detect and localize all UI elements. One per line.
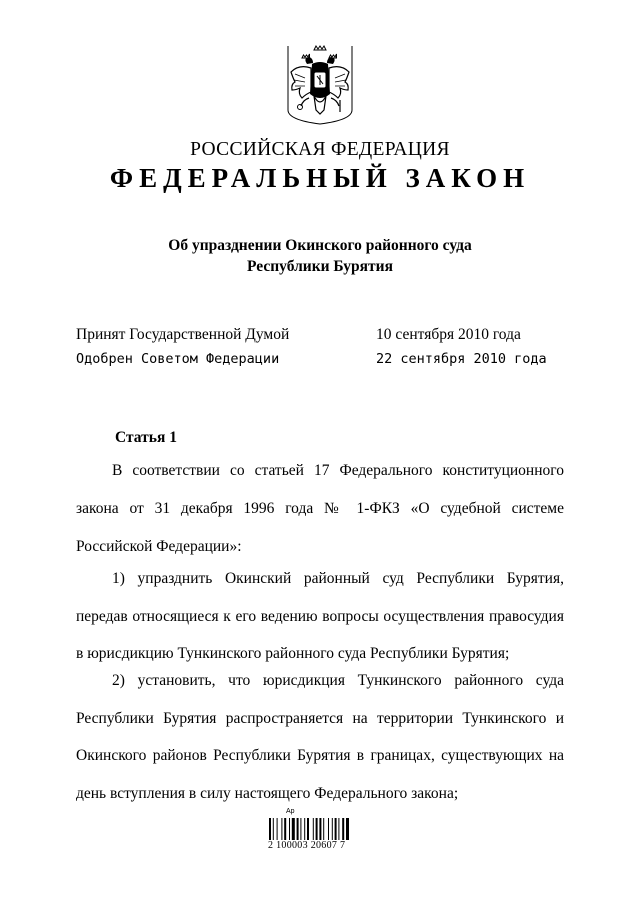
barcode-bar: [332, 818, 333, 840]
barcode-bar: [289, 818, 290, 840]
state-emblem-icon: [285, 44, 355, 126]
article-item: 1) упразднить Окинский районный суд Республики Бурятия, передав относящиеся к его ведению вопросы осуществления правосудия в юрисдикцию Тункинского районного суда Республики Бурятия;: [76, 570, 564, 662]
barcode-number: 2 100003 20607 7: [268, 840, 346, 851]
article-intro-line: закона от 31 декабря 1996 года № 1-ФКЗ «О судебной системе Российской Федерации»:: [76, 500, 564, 555]
law-title: [0, 235, 640, 277]
barcode-bar: [323, 818, 324, 840]
barcode-bar: [335, 818, 337, 840]
barcode-bar: [300, 818, 301, 840]
article-item: 2) установить, что юрисдикция Тункинского районного суда Республики Бурятия распространяется на территории Тункинского и Окинского районов Республики Бурятия в границах, существующих на день вступления в силу настоящего Федерального закона;: [76, 672, 564, 802]
barcode-bar: [313, 818, 314, 840]
barcode-bar: [292, 818, 295, 840]
barcode-bar: [346, 818, 349, 840]
barcode-bar: [269, 818, 271, 840]
barcode-bar: [319, 818, 321, 840]
council-approval-label: Одобрен Советом Федерации: [76, 351, 280, 367]
barcode-bar: [284, 818, 286, 840]
barcode-bar: [273, 818, 274, 840]
law-title-line: Республики Бурятия: [247, 258, 393, 275]
council-approval-date: 22 сентября 2010 года: [376, 351, 547, 367]
barcode-bar: [304, 818, 305, 840]
article-intro-line: В соответствии со статьей 17 Федерального конституционного: [112, 462, 564, 479]
barcode-bar: [281, 818, 282, 840]
article-heading: Статья 1: [115, 429, 177, 446]
barcode-bar: [328, 818, 329, 840]
duma-adoption-label: Принят Государственной Думой: [76, 326, 290, 343]
country-heading: РОССИЙСКАЯ ФЕДЕРАЦИЯ: [190, 139, 450, 160]
barcode-bar: [316, 818, 318, 840]
barcode-bar: [297, 818, 299, 840]
law-type-heading: ФЕДЕРАЛЬНЫЙ ЗАКОН: [109, 163, 531, 193]
barcode-label: Ар: [286, 808, 295, 815]
barcode-bar: [307, 818, 309, 840]
barcode-bar: [342, 818, 344, 840]
barcode-bar: [338, 818, 339, 840]
law-title-line: Об упразднении Окинского районного суда: [168, 237, 472, 254]
duma-adoption-date: 10 сентября 2010 года: [376, 326, 521, 343]
barcode-bar: [277, 818, 278, 840]
